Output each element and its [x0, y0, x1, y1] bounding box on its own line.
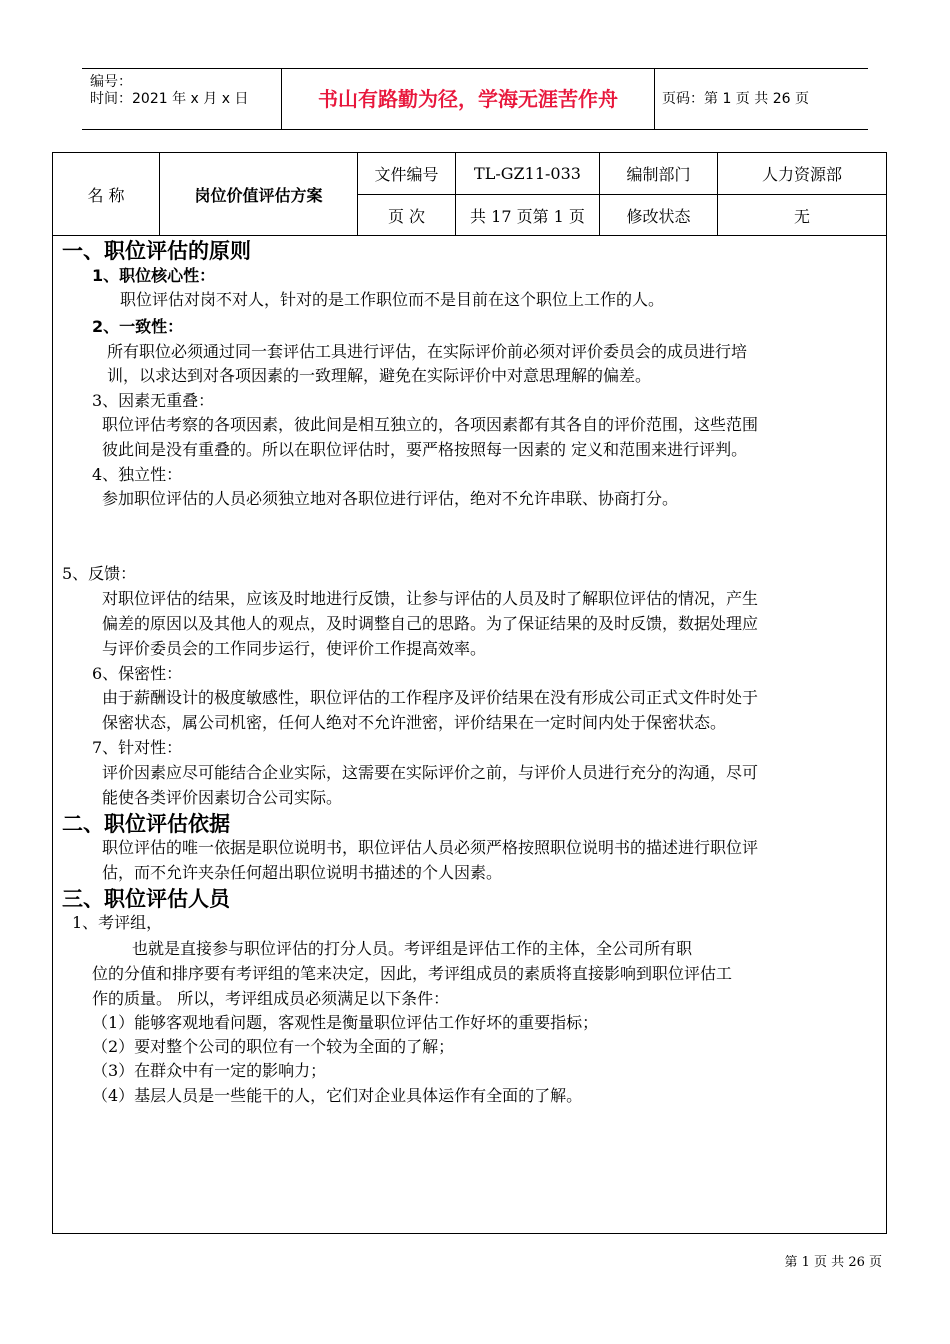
principle-3-title: 3、因素无重叠： [92, 391, 215, 410]
condition-4: （4）基层人员是一些能干的人，它们对企业具体运作有全面的了解。 [92, 1086, 583, 1105]
file-no-cell: TL-GZ11-033 [474, 164, 581, 183]
principle-7-line-2: 能使各类评价因素切合公司实际。 [102, 788, 343, 807]
dept-cell: 人力资源部 [761, 165, 842, 184]
principle-6-title: 6、保密性： [92, 664, 183, 683]
principle-3-line-2: 彼此间是没有重叠的。所以在职位评估时，要严格按照每一因素的 定义和范围来进行评判。 [102, 440, 748, 459]
principle-3-line-1: 职位评估考察的各项因素，彼此间是相互独立的，各项因素都有其各自的评价范围，这些范围 [102, 415, 759, 434]
page-label-cell: 页 次 [387, 206, 426, 226]
name-label-cell: 名 称 [87, 185, 125, 205]
principle-2-line-2: 训，以求达到对各项因素的一致理解，避免在实际评价中对意思理解的偏差。 [107, 366, 652, 385]
page-footer: 第 1 页 共 26 页 [784, 1255, 882, 1270]
condition-3: （3）在群众中有一定的影响力； [92, 1061, 327, 1080]
principle-7-title: 7、针对性： [92, 738, 183, 757]
principle-4-title: 4、独立性： [92, 465, 183, 484]
evaluator-line-1: 也就是直接参与职位评估的打分人员。考评组是评估工作的主体，全公司所有职 [132, 939, 693, 958]
principle-2-title: 2、一致性： [92, 317, 184, 336]
header-meta [82, 69, 282, 129]
condition-1: （1）能够客观地看问题，客观性是衡量职位评估工作好坏的重要指标； [92, 1013, 599, 1032]
principle-2-line-1: 所有职位必须通过同一套评估工具进行评估，在实际评价前必须对评价委员会的成员进行培 [107, 342, 748, 361]
condition-2: （2）要对整个公司的职位有一个较为全面的了解； [92, 1037, 455, 1056]
section-2-title: 二、职位评估依据 [62, 812, 230, 836]
principle-5-line-2: 偏差的原因以及其他人的观点，及时调整自己的思路。为了保证结果的及时反馈，数据处理应 [102, 614, 759, 633]
principle-4-text: 参加职位评估的人员必须独立地对各职位进行评估，绝对不允许串联、协商打分。 [102, 489, 679, 508]
section-3-title: 三、职位评估人员 [62, 887, 230, 911]
dept-label-cell: 编制部门 [626, 165, 691, 184]
principle-1-text: 职位评估对岗不对人，针对的是工作职位而不是目前在这个职位上工作的人。 [120, 290, 665, 309]
file-no-label-cell: 文件编号 [374, 165, 439, 184]
principle-1-title: 1、职位核心性： [92, 266, 216, 285]
principle-7-line-1: 评价因素应尽可能结合企业实际，这需要在实际评价之前，与评价人员进行充分的沟通，尽可 [102, 763, 759, 782]
basis-line-1: 职位评估的唯一依据是职位说明书，职位评估人员必须严格按照职位说明书的描述进行职位评 [102, 838, 759, 857]
principle-5-line-3: 与评价委员会的工作同步运行，使评价工作提高效率。 [102, 639, 487, 658]
rev-value-cell: 无 [793, 206, 810, 226]
rev-label-cell: 修改状态 [626, 206, 691, 226]
principle-6-line-2: 保密状态，属公司机密，任何人绝对不允许泄密，评价结果在一定时间内处于保密状态。 [102, 713, 727, 732]
principle-6-line-1: 由于薪酬设计的极度敏感性，职位评估的工作程序及评价结果在没有形成公司正式文件时处于 [102, 688, 759, 707]
number-label: 编号： [90, 74, 132, 90]
principle-5-title: 5、反馈： [62, 564, 137, 583]
evaluator-group-title: 1、考评组， [72, 913, 163, 932]
basis-line-2: 估，而不允许夹杂任何超出职位说明书描述的个人因素。 [102, 863, 503, 882]
header-page-info: 页码：第 1 页 共 26 页 [662, 91, 809, 107]
doc-name-cell: 岗位价值评估方案 [194, 185, 323, 205]
header-motto: 书山有路勤为径，学海无涯苦作舟 [282, 69, 655, 129]
page-header [82, 68, 868, 130]
date-line: 时间：2021 年 x 月 x 日 [90, 91, 249, 107]
page-value-cell: 共 17 页第 1 页 [470, 206, 585, 226]
section-1-title: 一、职位评估的原则 [62, 239, 251, 263]
evaluator-line-2: 位的分值和排序要有考评组的笔来决定，因此，考评组成员的素质将直接影响到职位评估工 [92, 964, 733, 983]
evaluator-line-3: 作的质量。 所以，考评组成员必须满足以下条件： [92, 989, 450, 1008]
principle-5-line-1: 对职位评估的结果，应该及时地进行反馈，让参与评估的人员及时了解职位评估的情况，产生 [102, 589, 759, 608]
